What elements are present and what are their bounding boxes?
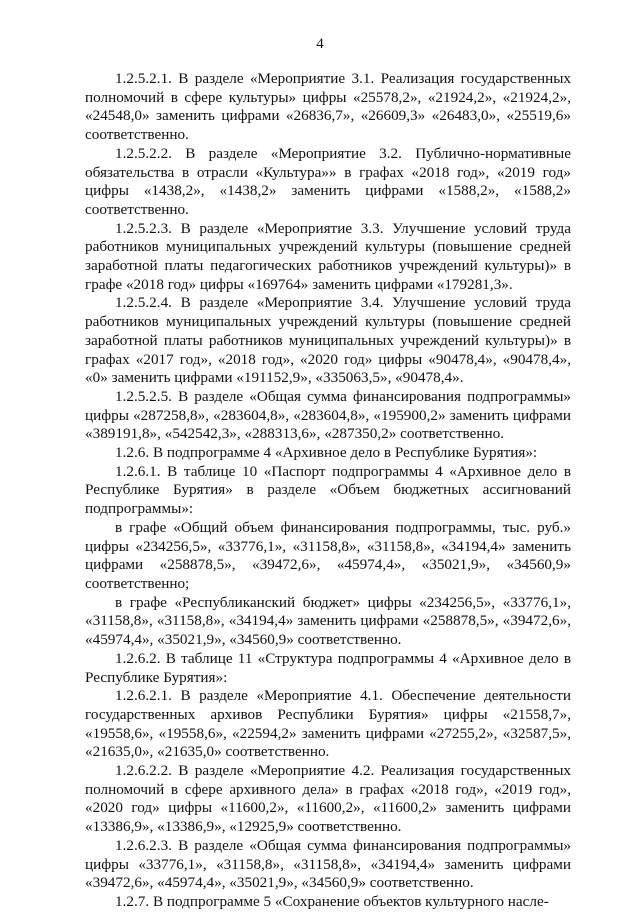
paragraph-1-2-6-2-2: 1.2.6.2.2. В разделе «Мероприятие 4.2. Реализация государственных полномочий в сфере архивного дела» в графах «2018 год», «2019 год», «2020 год» цифры «11600,2», «11600,2», «11600,2» заменить цифрами «13386,9», «13386,9», «12925,9» соответственно. <box>85 762 571 836</box>
paragraph-1-2-5-2-2: 1.2.5.2.2. В разделе «Мероприятие 3.2. Публично-нормативные обязательства в отрасли «Культура»» в графах «2018 год», «2019 год» цифры «1438,2», «1438,2» заменить цифрами «1588,2», «1588,2» соответственно. <box>85 144 571 218</box>
paragraph-1-2-6-2: 1.2.6.2. В таблице 11 «Структура подпрограммы 4 «Архивное дело в Республике Бурятия»: <box>85 649 571 686</box>
paragraph-1-2-6: 1.2.6. В подпрограмме 4 «Архивное дело в Республике Бурятия»: <box>115 444 538 462</box>
paragraph-total-funding: в графе «Общий объем финансирования подпрограммы, тыс. руб.» цифры «234256,5», «33776,1», «31158,8», «31158,8», «34194,4» заменить цифрами «258878,5», «39472,6», «45974,4», «35021,9», «34560,9» соответственно; <box>85 518 571 592</box>
paragraph-1-2-5-2-3: 1.2.5.2.3. В разделе «Мероприятие 3.3. Улучшение условий труда работников муниципальных учреждений культуры (повышение средней заработной платы педагогических работников учреждений культуры)» в графе «2018 год» цифры «169764» заменить цифрами «179281,3». <box>85 219 571 293</box>
paragraph-1-2-5-2-4: 1.2.5.2.4. В разделе «Мероприятие 3.4. Улучшение условий труда работников муниципальных учреждений культуры (повышение средней заработной платы работников муниципальных учреждений культуры)» в графах «2017 год», «2018 год», «2020 год» цифры «90478,4», «90478,4», «0» заменить цифрами «191152,9», «335063,5», «90478,4». <box>85 294 571 387</box>
paragraph-1-2-7: 1.2.7. В подпрограмме 5 «Сохранение объектов культурного насле- <box>115 892 549 910</box>
paragraph-1-2-6-1: 1.2.6.1. В таблице 10 «Паспорт подпрограммы 4 «Архивное дело в Республике Бурятия» в разделе «Объем бюджетных ассигнований подпрограммы»: <box>85 462 571 518</box>
paragraph-republican-budget: в графе «Республиканский бюджет» цифры «234256,5», «33776,1», «31158,8», «31158,8», «34194,4» заменить цифрами «258878,5», «39472,6», «45974,4», «35021,9», «34560,9» соответственно. <box>85 593 571 649</box>
document-body <box>85 70 571 912</box>
paragraph-1-2-5-2-5: 1.2.5.2.5. В разделе «Общая сумма финансирования подпрограммы» цифры «287258,8», «283604,8», «283604,8», «195900,2» заменить цифрами «389191,8», «542542,3», «288313,6», «287350,2» соответственно. <box>85 387 571 443</box>
paragraph-1-2-6-2-3: 1.2.6.2.3. В разделе «Общая сумма финансирования подпрограммы» цифры «33776,1», «31158,8», «31158,8», «34194,4» заменить цифрами «39472,6», «45974,4», «35021,9», «34560,9» соответственно. <box>85 836 571 892</box>
page-number: 4 <box>316 36 324 52</box>
paragraph-1-2-5-2-1: 1.2.5.2.1. В разделе «Мероприятие 3.1. Реализация государственных полномочий в сфере культуры» цифры «25578,2», «21924,2», «21924,2», «24548,0» заменить цифрами «26836,7», «26609,3» «26483,0», «25519,6» соответственно. <box>85 70 571 144</box>
paragraph-1-2-6-2-1: 1.2.6.2.1. В разделе «Мероприятие 4.1. Обеспечение деятельности государственных архивов Республики Бурятия» цифры «21558,7», «19558,6», «19558,6», «22594,2» заменить цифрами «27255,2», «32587,5», «21635,0», «21635,0» соответственно. <box>85 687 571 761</box>
